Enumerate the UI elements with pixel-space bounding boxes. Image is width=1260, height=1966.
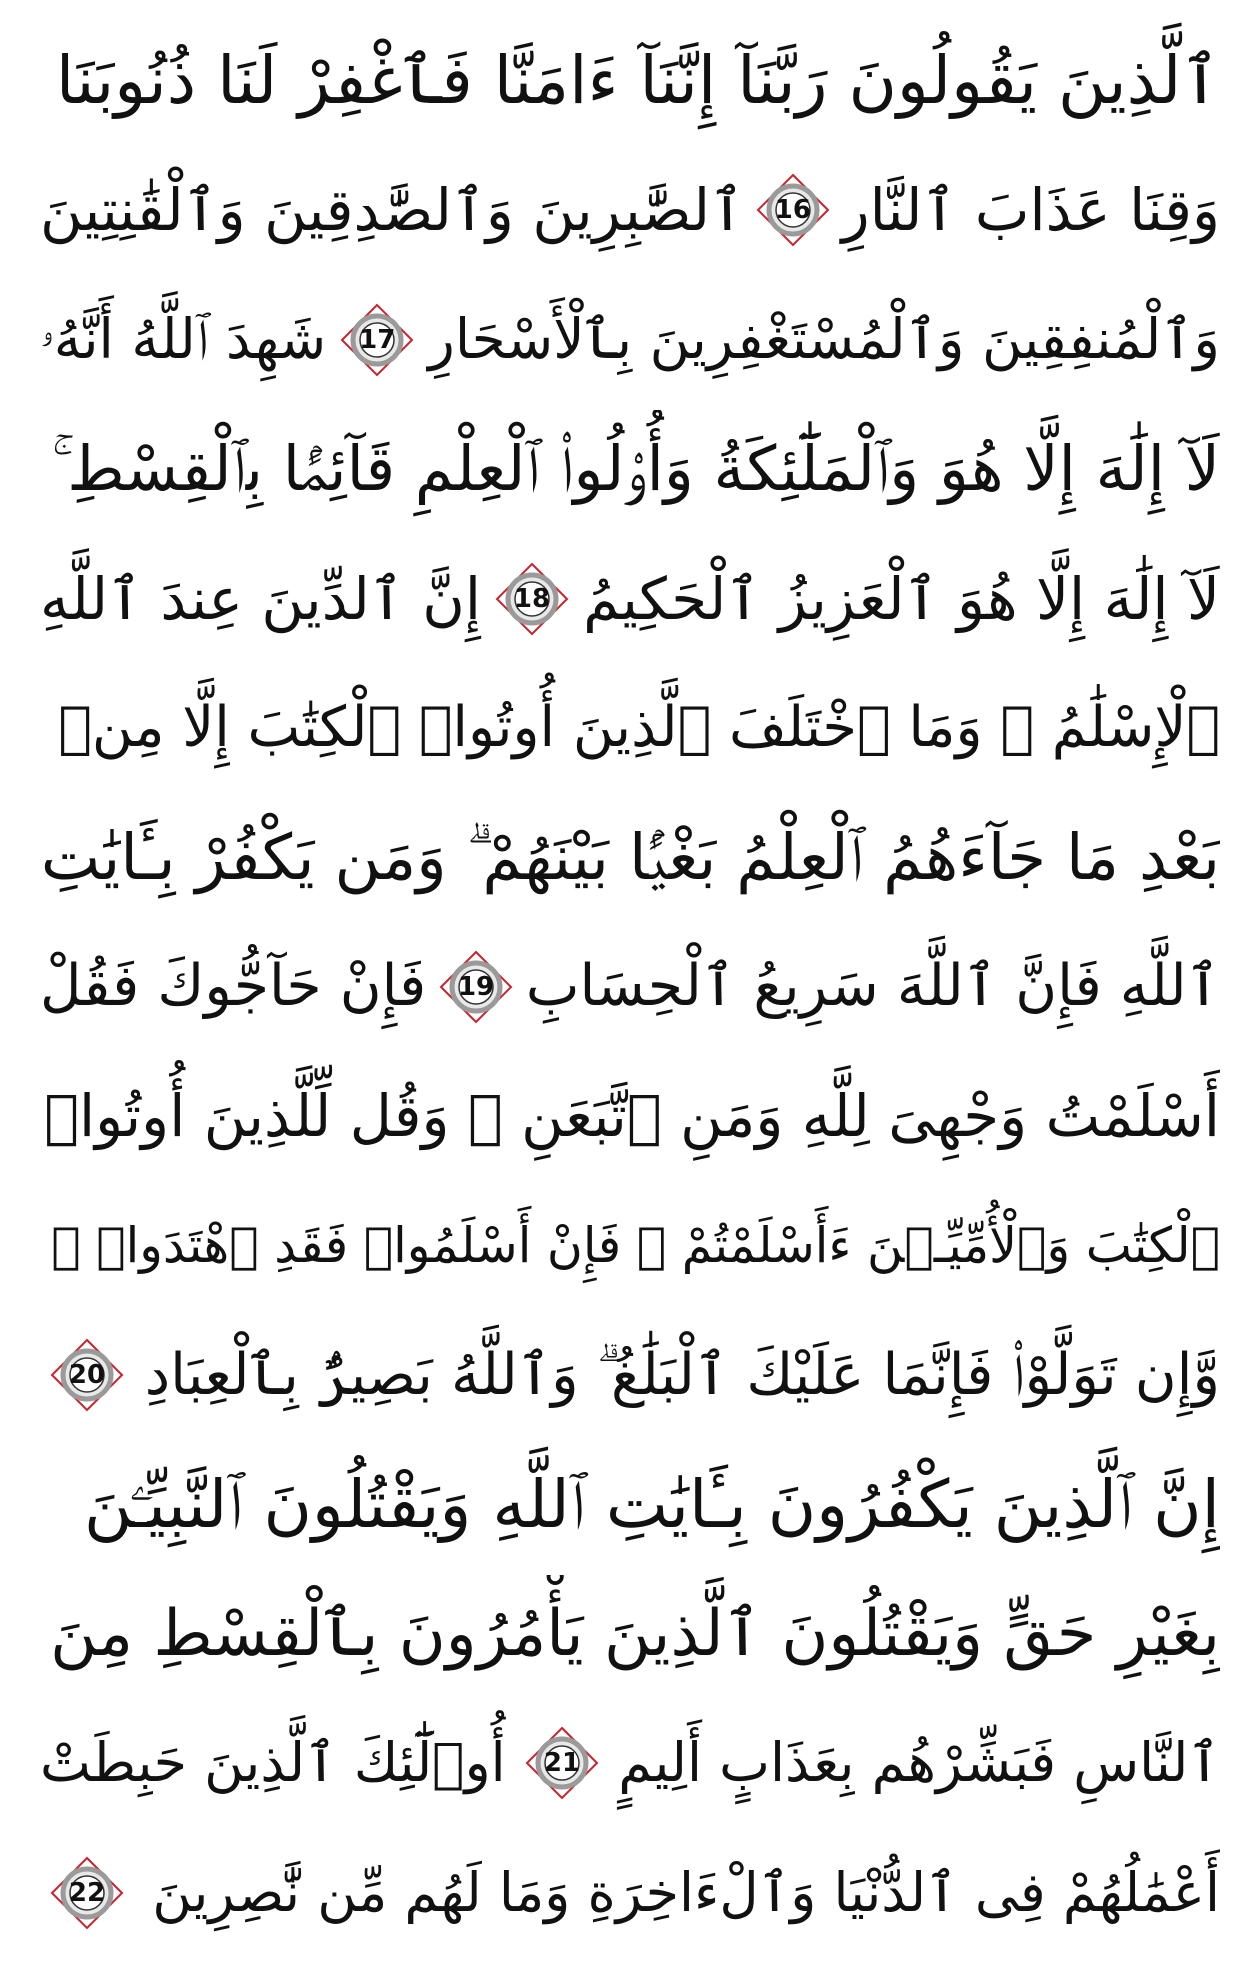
verse-end-marker (439, 950, 513, 1024)
verse-line (40, 281, 1220, 399)
verse-number: 17 (359, 324, 396, 355)
verse-text-segment: شَهِدَ ٱللَّهُ أَنَّهُۥ (40, 307, 327, 372)
verse-text-segment: أَسْلَمْتُ وَجْهِىَ لِلَّهِ وَمَنِ ٱتَّبَعَنِ ۗ وَقُل لِّلَّذِينَ أُوتُوا۟ (44, 1082, 1220, 1151)
verse-number: 19 (457, 971, 495, 1002)
verse-end-marker (340, 303, 414, 377)
verse-line (40, 410, 1220, 528)
verse-lines (40, 22, 1220, 1952)
verse-number: 16 (774, 195, 811, 226)
verse-end-marker (50, 1338, 124, 1412)
verse-line (40, 1446, 1220, 1564)
verse-text-segment: ٱلْإِسْلَٰمُ ۗ وَمَا ٱخْتَلَفَ ٱلَّذِينَ أُوتُوا۟ ٱلْكِتَٰبَ إِلَّا مِنۢ (58, 695, 1220, 761)
verse-line (40, 1575, 1220, 1693)
verse-line (40, 1834, 1220, 1952)
verse-line (40, 799, 1220, 917)
verse-text-segment: لَآ إِلَٰهَ إِلَّا هُوَ ٱلْعَزِيزُ ٱلْحَكِيمُ (583, 564, 1220, 633)
verse-text-segment: إِنَّ ٱلَّذِينَ يَكْفُرُونَ بِـَٔايَٰتِ ٱللَّهِ وَيَقْتُلُونَ ٱلنَّبِيِّـۧنَ (84, 1465, 1220, 1543)
verse-text-segment: بَعْدِ مَا جَآءَهُمُ ٱلْعِلْمُ بَغْيًۢا بَيْنَهُمْ ۗ وَمَن يَكْفُرْ بِـَٔايَٰتِ (40, 821, 1220, 895)
verse-end-marker (495, 562, 569, 636)
verse-text-segment: ٱلْكِتَٰبَ وَٱلْأُمِّيِّـۧنَ ءَأَسْلَمْتُمْ ۚ فَإِنْ أَسْلَمُوا۟ فَقَدِ ٱهْتَدَوا۟ ۖ (51, 1217, 1220, 1275)
verse-text-segment: فَإِنْ حَآجُّوكَ فَقُلْ (40, 953, 427, 1020)
verse-text-segment: إِنَّ ٱلدِّينَ عِندَ ٱللَّهِ (40, 564, 481, 633)
verse-text-segment: وَقِنَا عَذَابَ ٱلنَّارِ (841, 176, 1220, 245)
verse-line (40, 1187, 1220, 1305)
verse-line (40, 928, 1220, 1046)
verse-text-segment: أُو۟لَٰٓئِكَ ٱلَّذِينَ حَبِطَتْ (40, 1731, 506, 1795)
verse-line (40, 1704, 1220, 1822)
verse-text-segment: ٱلنَّاسِ فَبَشِّرْهُم بِعَذَابٍ أَلِيمٍ (618, 1731, 1220, 1795)
verse-line (40, 1057, 1220, 1175)
verse-number: 22 (68, 1877, 106, 1908)
verse-text-segment: ٱلَّذِينَ يَقُولُونَ رَبَّنَآ إِنَّنَآ ءَامَنَّا فَٱغْفِرْ لَنَا ذُنُوبَنَا (55, 42, 1220, 119)
verse-text-segment: لَآ إِلَٰهَ إِلَّا هُوَ وَٱلْمَلَٰٓئِكَةُ وَأُو۟لُوا۟ ٱلْعِلْمِ قَآئِمًۢا بِٱلْقِسْطِ ۚ (51, 432, 1220, 506)
verse-text-segment: أَعْمَٰلُهُمْ فِى ٱلدُّنْيَا وَٱلْءَاخِرَةِ وَمَا لَهُم مِّن نَّٰصِرِينَ (152, 1860, 1220, 1924)
verse-number: 20 (68, 1360, 106, 1391)
verse-text-segment: ٱلصَّٰبِرِينَ وَٱلصَّٰدِقِينَ وَٱلْقَٰنِتِينَ (40, 176, 745, 245)
verse-end-marker (50, 1856, 124, 1930)
verse-end-marker (525, 1726, 599, 1800)
verse-line (40, 540, 1220, 658)
verse-line (40, 1316, 1220, 1434)
verse-line (40, 669, 1220, 787)
verse-line (40, 22, 1220, 140)
verse-text-segment: بِغَيْرِ حَقٍّ وَيَقْتُلُونَ ٱلَّذِينَ يَأْمُرُونَ بِٱلْقِسْطِ مِنَ (50, 1597, 1220, 1672)
verse-text-segment: وَٱلْمُنفِقِينَ وَٱلْمُسْتَغْفِرِينَ بِٱلْأَسْحَارِ (428, 307, 1220, 372)
verse-text-segment: ٱللَّهِ فَإِنَّ ٱللَّهَ سَرِيعُ ٱلْحِسَابِ (525, 953, 1220, 1020)
verse-line (40, 151, 1220, 269)
verse-end-marker (756, 173, 830, 247)
verse-number: 21 (543, 1748, 581, 1779)
verse-text-segment: وَّإِن تَوَلَّوْا۟ فَإِنَّمَا عَلَيْكَ ٱلْبَلَٰغُ ۗ وَٱللَّهُ بَصِيرٌۢ بِٱلْعِبَادِ (144, 1341, 1220, 1408)
verse-number: 18 (513, 583, 551, 614)
